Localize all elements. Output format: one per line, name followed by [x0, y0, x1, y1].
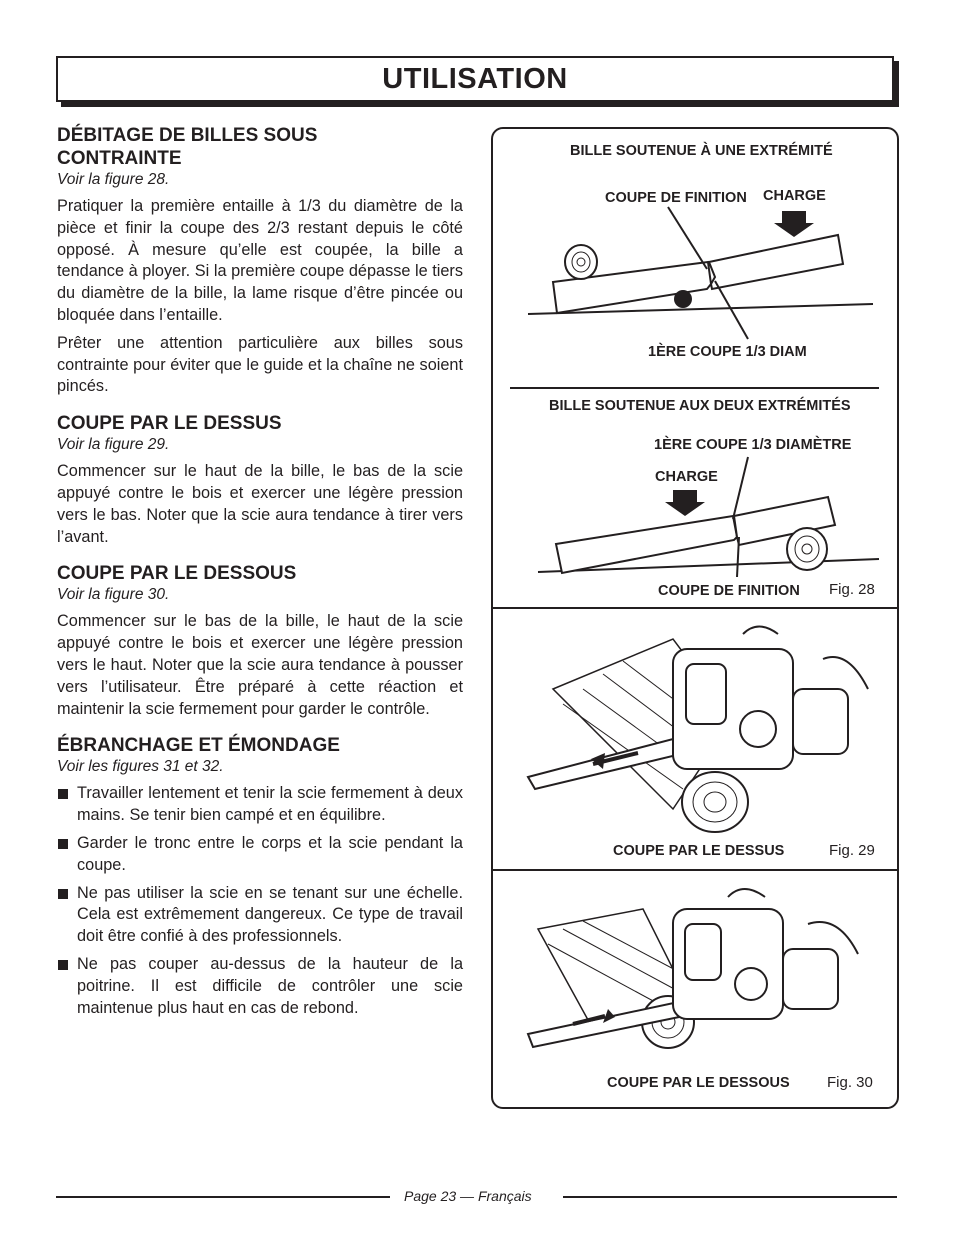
- page-title: UTILISATION: [382, 63, 568, 95]
- fig30-caption: COUPE PAR LE DESSOUS: [607, 1075, 790, 1091]
- fig29-caption: COUPE PAR LE DESSUS: [613, 843, 785, 859]
- list-item: Ne pas utiliser la scie en se tenant sur une échelle. Cela est extrêmement dangereux. Ce type de travail doit être confié à des professionnels.: [57, 883, 463, 948]
- fig28-number: Fig. 28: [829, 581, 875, 598]
- chainsaw-overcut-illustration: [528, 627, 868, 833]
- list-item: Ne pas couper au-dessus de la hauteur de la poitrine. Il est difficile de contrôler une scie maintenue plus haut en cas de rebond.: [57, 954, 463, 1019]
- fig28-top-first-cut-label: 1ÈRE COUPE 1/3 DIAM: [648, 344, 807, 360]
- section-heading-limbing: ÉBRANCHAGE ET ÉMONDAGE: [57, 735, 340, 757]
- paragraph: Commencer sur le bas de la bille, le haut de la scie appuyé contre le bois et exercer une légère pression vers le haut. Noter que la scie aura tendance à pousser vers l’utilisateur. Être préparé à cette réaction et maintenir la scie fermement pour garder le contrôle.: [57, 612, 463, 718]
- fig30-number: Fig. 30: [827, 1074, 873, 1091]
- section-heading-bucking: DÉBITAGE DE BILLES SOUS CONTRAINTE: [57, 125, 318, 169]
- figure-reference: Voir la figure 30.: [57, 586, 170, 604]
- fig28-top-load-label: CHARGE: [763, 188, 826, 204]
- figure-reference: Voir la figure 28.: [57, 171, 170, 188]
- figures-panel: [491, 127, 899, 1109]
- paragraph: Commencer sur le haut de la bille, le bas de la scie appuyé contre le bois et exercer une légère pression vers le bas. Noter que la scie aura tendance à tirer vers l’avant.: [57, 462, 463, 546]
- page-header: [56, 56, 894, 102]
- fig28-bottom-load-label: CHARGE: [655, 469, 718, 485]
- paragraph: Prêter une attention particulière aux billes sous contrainte pour éviter que le guide et la chaîne ne soient pincés.: [57, 333, 463, 396]
- square-bullet-icon: [58, 839, 68, 849]
- list-item: Travailler lentement et tenir la scie fermement à deux mains. Se tenir bien campé et en équilibre.: [57, 783, 463, 827]
- footer-rule-left: [56, 1196, 390, 1198]
- figure-reference: Voir la figure 29.: [57, 436, 170, 454]
- text-column: [57, 124, 463, 1025]
- figure-reference: Voir les figures 31 et 32.: [57, 758, 224, 776]
- fig28-bottom-title: BILLE SOUTENUE AUX DEUX EXTRÉMITÉS: [549, 398, 851, 414]
- fig28-top-title: BILLE SOUTENUE À UNE EXTRÉMITÉ: [570, 143, 833, 159]
- figures-illustration: [493, 129, 897, 1107]
- list-item: Garder le tronc entre le corps et la scie pendant la coupe.: [57, 833, 463, 877]
- section-heading-overcut: COUPE PAR LE DESSUS: [57, 413, 282, 435]
- fig29-number: Fig. 29: [829, 842, 875, 859]
- square-bullet-icon: [58, 889, 68, 899]
- chainsaw-undercut-illustration: [528, 889, 858, 1048]
- log-supported-one-end-illustration: [528, 207, 873, 339]
- paragraph: Pratiquer la première entaille à 1/3 du diamètre de la pièce et finir la coupe des 2/3 restant depuis le côté opposé. À mesure qu’elle est coupée, la bille a tendance à ployer. Si la première coupe dépasse le tiers du diamètre de la bille, la lame risque d’être pincée ou bloquée dans l’entaille.: [57, 197, 463, 324]
- page-footer: Page 23 — Français: [404, 1188, 532, 1204]
- fig28-bottom-finish-label: COUPE DE FINITION: [658, 583, 800, 599]
- fig28-top-finish-label: COUPE DE FINITION: [605, 190, 747, 206]
- fig28-bottom-first-cut-label: 1ÈRE COUPE 1/3 DIAMÈTRE: [654, 437, 852, 453]
- bullet-list: [57, 783, 463, 1019]
- square-bullet-icon: [58, 789, 68, 799]
- footer-rule-right: [563, 1196, 897, 1198]
- section-heading-undercut: COUPE PAR LE DESSOUS: [57, 563, 297, 585]
- square-bullet-icon: [58, 960, 68, 970]
